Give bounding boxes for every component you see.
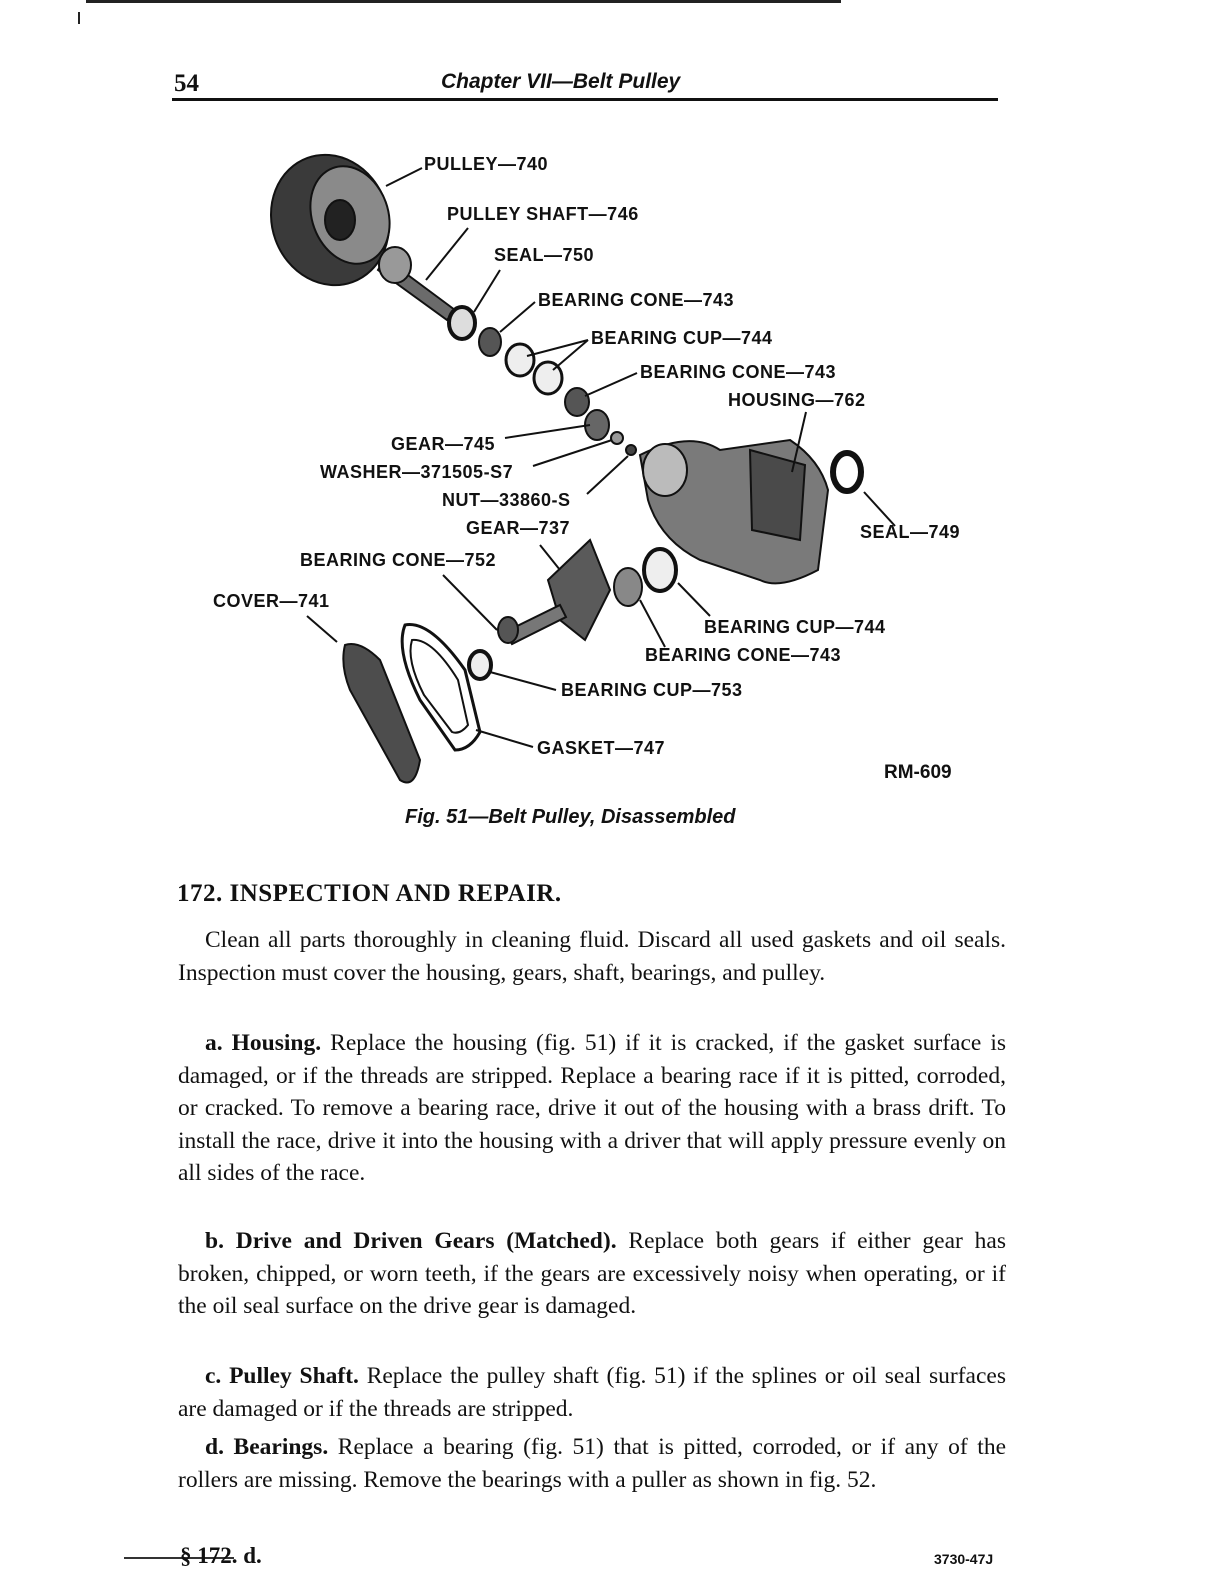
item-c-text: Replace the pulley shaft (fig. 51) if the splines or oil seal surfaces are damaged or if the threads are stripped. bbox=[178, 1363, 1006, 1422]
paragraph-a bbox=[178, 1027, 1006, 1190]
item-d-title: Bearings. bbox=[233, 1434, 329, 1460]
label-bearing-cone-752: BEARING CONE—752 bbox=[300, 550, 497, 570]
label-seal-750: SEAL—750 bbox=[494, 245, 595, 265]
label-pulley-shaft: PULLEY SHAFT—746 bbox=[447, 204, 639, 224]
item-a-title: Housing. bbox=[231, 1030, 322, 1056]
paragraph-c bbox=[178, 1360, 1006, 1425]
bearing-cone-upper-part bbox=[479, 328, 501, 356]
page-number: 54 bbox=[174, 70, 199, 97]
exploded-view-figure bbox=[0, 120, 1224, 820]
intro-text: Clean all parts thoroughly in cleaning fluid. Discard all used gaskets and oil seals. Inspection must cover the housing, gears, shaft, bearings, and pulley. bbox=[178, 927, 1006, 986]
paragraph-b bbox=[178, 1225, 1006, 1323]
header-rule bbox=[172, 98, 998, 101]
figure-code: RM-609 bbox=[884, 762, 952, 783]
item-c-title: Pulley Shaft. bbox=[229, 1363, 359, 1389]
label-bearing-cup-753: BEARING CUP—753 bbox=[561, 680, 743, 700]
chapter-title: Chapter VII—Belt Pulley bbox=[441, 70, 681, 93]
intro-paragraph bbox=[178, 924, 1006, 989]
label-pulley: PULLEY—740 bbox=[424, 154, 549, 174]
section-heading: 172. INSPECTION AND REPAIR. bbox=[177, 880, 562, 907]
label-gear-745: GEAR—745 bbox=[391, 434, 496, 454]
figure-caption: Fig. 51—Belt Pulley, Disassembled bbox=[405, 806, 736, 828]
footer-code: 3730-47J bbox=[934, 1551, 994, 1567]
exploded-view-drawing bbox=[0, 120, 1224, 820]
label-nut: NUT—33860-S bbox=[442, 490, 571, 510]
item-d-text: Replace a bearing (fig. 51) that is pitted, corroded, or if any of the rollers are missing. Remove the bearings with a puller as shown in fig. 52. bbox=[178, 1434, 1007, 1493]
footer-section-ref: § 172. d. bbox=[180, 1543, 262, 1568]
item-a-text: Replace the housing (fig. 51) if it is cracked, if the gasket surface is damaged, or if the threads are stripped. Replace a bearing race if it is pitted, corroded, or cracked. To remove a bearing race, drive it out of the housing with a brass drift. To install the race, drive it into the housing with a driver that will apply pressure evenly on all sides of the race. bbox=[178, 1030, 1007, 1186]
paragraph-d bbox=[178, 1431, 1006, 1496]
item-c-letter: c. bbox=[205, 1363, 222, 1389]
item-d-letter: d. bbox=[205, 1434, 224, 1460]
label-bearing-cone-743-mid: BEARING CONE—743 bbox=[640, 362, 837, 382]
item-b-letter: b. bbox=[205, 1228, 224, 1254]
seal-750-part bbox=[449, 307, 475, 339]
top-scan-line bbox=[86, 0, 841, 3]
label-cover: COVER—741 bbox=[213, 591, 330, 611]
label-bearing-cone-743-lower: BEARING CONE—743 bbox=[645, 645, 842, 665]
item-a-letter: a. bbox=[205, 1030, 223, 1056]
gear-737-part bbox=[548, 540, 610, 640]
scan-mark bbox=[78, 12, 80, 24]
label-gear-737: GEAR—737 bbox=[466, 518, 571, 538]
label-bearing-cup-744-upper: BEARING CUP—744 bbox=[591, 328, 773, 348]
label-bearing-cup-744-lower: BEARING CUP—744 bbox=[704, 617, 886, 637]
label-washer: WASHER—371505-S7 bbox=[320, 462, 514, 482]
item-b-text: Replace both gears if either gear has broken, chipped, or worn teeth, if the gears are excessively noisy when operating, or if the oil seal surface on the drive gear is damaged. bbox=[178, 1228, 1006, 1319]
item-b-title: Drive and Driven Gears (Matched). bbox=[235, 1228, 617, 1254]
label-bearing-cone-743-upper: BEARING CONE—743 bbox=[538, 290, 735, 310]
label-gasket: GASKET—747 bbox=[537, 738, 666, 758]
label-housing: HOUSING—762 bbox=[728, 390, 866, 410]
seal-749-part bbox=[833, 453, 861, 491]
label-seal-749: SEAL—749 bbox=[860, 522, 961, 542]
